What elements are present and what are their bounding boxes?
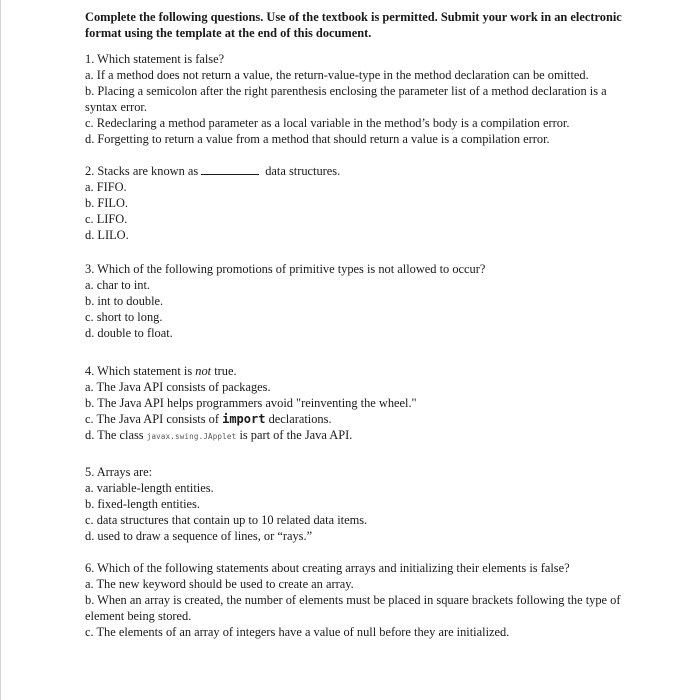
option-c: c. short to long.	[85, 310, 163, 324]
option-c: c. Redeclaring a method parameter as a local variable in the method’s body is a compilation error.	[85, 116, 570, 130]
option-a: a. variable-length entities.	[85, 481, 214, 495]
option-d	[85, 427, 633, 445]
option-d-start: d. The class	[85, 428, 144, 442]
option-a: a. If a method does not return a value, the return-value-type in the method declaration can be omitted.	[85, 68, 589, 82]
option-d: d. Forgetting to return a value from a method that should return a value is a compilation error.	[85, 132, 550, 146]
class-name-code: javax.swing.JApplet	[146, 432, 237, 441]
stem-end: true.	[214, 364, 237, 378]
option-c: c. LIFO.	[85, 212, 128, 226]
option-d: d. used to draw a sequence of lines, or “rays.”	[85, 529, 313, 543]
stem-emphasis: not	[195, 364, 212, 378]
answer-blank	[201, 164, 259, 175]
option-b: b. The Java API helps programmers avoid "reinventing the wheel."	[85, 396, 417, 410]
question-stem: 6. Which of the following statements about creating arrays and initializing their elements is false?	[85, 561, 570, 575]
option-c-start: c. The Java API consists of	[85, 412, 219, 426]
question-stem: 1. Which statement is false?	[85, 52, 225, 66]
question-3	[85, 261, 633, 341]
import-keyword: import	[222, 412, 266, 426]
question-stem	[85, 163, 633, 179]
question-5	[85, 464, 633, 544]
option-b: b. fixed-length entities.	[85, 497, 200, 511]
question-stem: 3. Which of the following promotions of primitive types is not allowed to occur?	[85, 262, 486, 276]
stem-start: 4. Which statement is	[85, 364, 193, 378]
option-c: c. data structures that contain up to 10 related data items.	[85, 513, 368, 527]
question-stem: 5. Arrays are:	[85, 465, 153, 479]
option-a: a. char to int.	[85, 278, 151, 292]
stem-end: data structures.	[265, 164, 341, 178]
question-stem	[85, 363, 633, 379]
question-2	[85, 163, 633, 243]
option-b: b. Placing a semicolon after the right parenthesis enclosing the parameter list of a method declaration is a syntax error.	[85, 84, 607, 114]
option-c: c. The elements of an array of integers have a value of null before they are initialized.	[85, 625, 510, 639]
question-4	[85, 363, 633, 445]
question-sheet	[85, 9, 633, 640]
option-b: b. FILO.	[85, 196, 129, 210]
option-b: b. When an array is created, the number of elements must be placed in square brackets following the type of element being stored.	[85, 593, 621, 623]
option-b: b. int to double.	[85, 294, 164, 308]
option-d: d. double to float.	[85, 326, 173, 340]
question-1	[85, 51, 633, 147]
option-a: a. The Java API consists of packages.	[85, 380, 271, 394]
stem-start: 2. Stacks are known as	[85, 164, 199, 178]
option-c-end: declarations.	[268, 412, 332, 426]
option-d-end: is part of the Java API.	[239, 428, 353, 442]
instructions: Complete the following questions. Use of the textbook is permitted. Submit your work in an electronic format using the template at the end of this document.	[85, 10, 622, 40]
option-d: d. LILO.	[85, 228, 129, 242]
option-a: a. The new keyword should be used to create an array.	[85, 577, 354, 591]
option-c	[85, 411, 633, 427]
question-6	[85, 560, 633, 640]
option-a: a. FIFO.	[85, 180, 127, 194]
